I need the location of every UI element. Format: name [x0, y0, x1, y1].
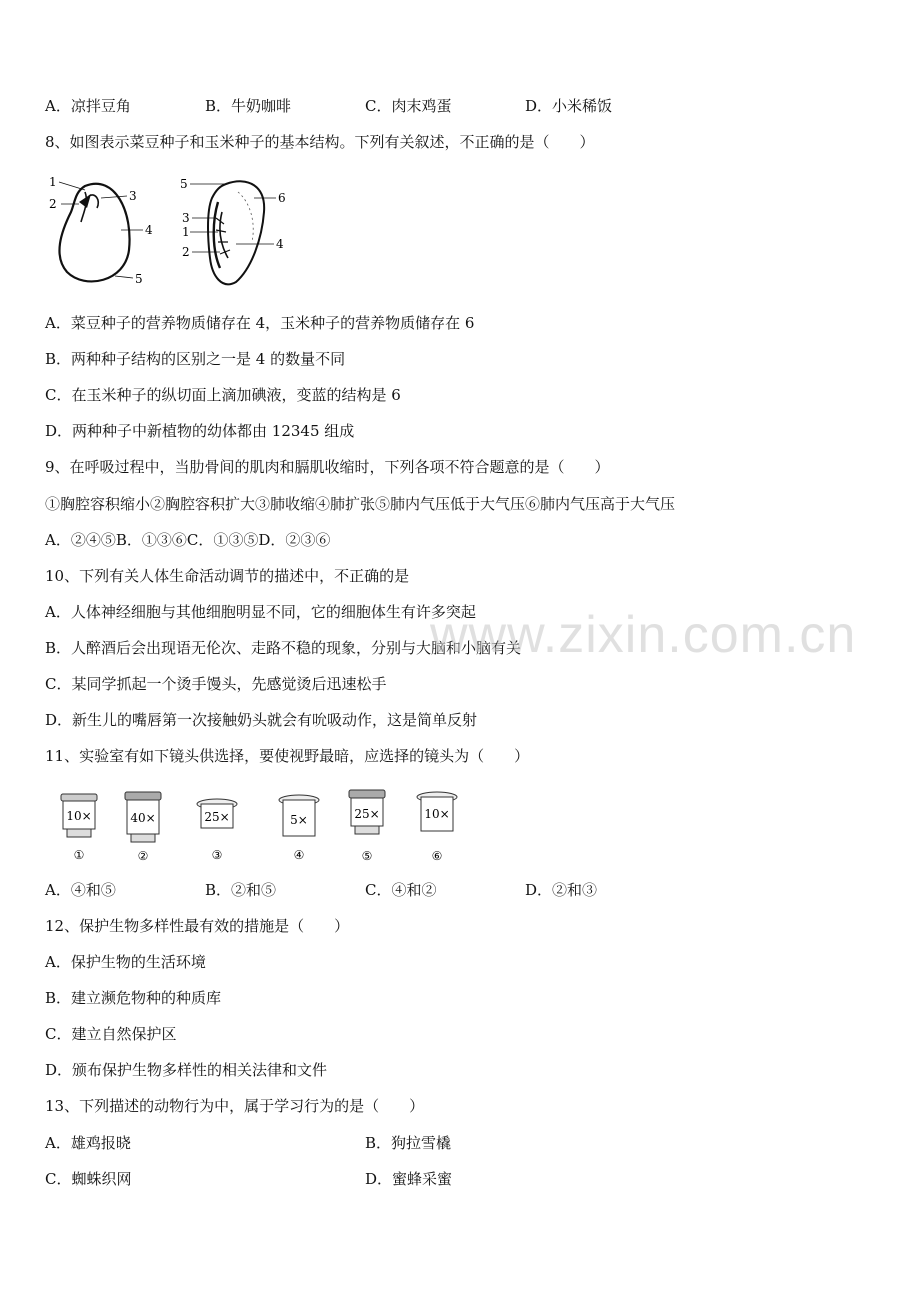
q9-items: ①胸腔容积缩小②胸腔容积扩大③肺收缩④肺扩张⑤肺内气压低于大气压⑥肺内气压高于大气压	[45, 495, 676, 513]
q10-option-d: D．新生儿的嘴唇第一次接触奶头就会有吮吸动作，这是简单反射	[45, 711, 478, 729]
lens-4-icon	[277, 792, 321, 862]
lens-2-icon	[121, 790, 165, 862]
watermark: www.zixin.com.cn	[430, 606, 857, 664]
lens-6-num: ⑥	[431, 849, 443, 862]
q12-option-a: A．保护生物的生活环境	[45, 953, 206, 971]
bean-label-3: 3	[129, 189, 137, 203]
corn-label-4: 4	[276, 237, 284, 251]
lens-4-mag: 5×	[290, 813, 308, 827]
lens-1-mag: 10×	[66, 809, 92, 823]
q9-stem: 9、在呼吸过程中，当肋骨间的肌肉和膈肌收缩时，下列各项不符合题意的是（ ）	[45, 458, 610, 476]
corn-label-1: 1	[182, 225, 190, 239]
q13-option-b: B．狗拉雪橇	[365, 1134, 452, 1152]
corn-seed-figure	[178, 172, 296, 294]
q10-option-c: C．某同学抓起一个烫手馒头，先感觉烫后迅速松手	[45, 675, 387, 693]
q11-option-a: A．④和⑤	[45, 881, 116, 899]
lens-3-mag: 25×	[204, 810, 230, 824]
q13-stem: 13、下列描述的动物行为中，属于学习行为的是（ ）	[45, 1097, 425, 1115]
corn-label-6: 6	[278, 191, 286, 205]
lens-2-num: ②	[137, 849, 149, 862]
lens-2-mag: 40×	[130, 811, 156, 825]
lens-5-num: ⑤	[361, 849, 373, 862]
q12-option-c: C．建立自然保护区	[45, 1025, 177, 1043]
bean-label-4: 4	[145, 223, 153, 237]
bean-label-2: 2	[49, 197, 57, 211]
q8-option-d: D．两种种子中新植物的幼体都由 12345 组成	[45, 422, 355, 440]
q8-option-c: C．在玉米种子的纵切面上滴加碘液，变蓝的结构是 6	[45, 386, 401, 404]
lens-5-icon	[345, 788, 389, 862]
q8-stem: 8、如图表示菜豆种子和玉米种子的基本结构。下列有关叙述，不正确的是（ ）	[45, 133, 595, 151]
q8-option-b: B．两种种子结构的区别之一是 4 的数量不同	[45, 350, 346, 368]
q12-option-d: D．颁布保护生物多样性的相关法律和文件	[45, 1061, 328, 1079]
corn-label-3: 3	[182, 211, 190, 225]
bean-seed-figure	[45, 172, 155, 294]
q10-stem: 10、下列有关人体生命活动调节的描述中，不正确的是	[45, 567, 410, 585]
q10-option-a: A．人体神经细胞与其他细胞明显不同，它的细胞体生有许多突起	[45, 603, 476, 621]
q11-option-b: B．②和⑤	[205, 881, 277, 899]
q11-option-d: D．②和③	[525, 881, 598, 899]
q11-option-c: C．④和②	[365, 881, 437, 899]
q9-options: A．②④⑤B．①③⑥C．①③⑤D．②③⑥	[45, 531, 331, 549]
q11-stem: 11、实验室有如下镜头供选择，要使视野最暗，应选择的镜头为（ ）	[45, 747, 530, 765]
corn-label-5: 5	[180, 177, 188, 191]
lens-3-icon	[195, 796, 239, 862]
lens-6-icon	[415, 790, 459, 862]
q7-option-b: B．牛奶咖啡	[205, 97, 292, 115]
q13-option-a: A．雄鸡报晓	[45, 1134, 131, 1152]
bean-label-1: 1	[49, 175, 57, 189]
q12-option-b: B．建立濒危物种的种质库	[45, 989, 222, 1007]
lens-6-mag: 10×	[424, 807, 450, 821]
q12-stem: 12、保护生物多样性最有效的措施是（ ）	[45, 917, 350, 935]
lens-5-mag: 25×	[354, 807, 380, 821]
bean-label-5: 5	[135, 272, 143, 286]
q7-option-d: D．小米稀饭	[525, 97, 613, 115]
q7-option-c: C．肉末鸡蛋	[365, 97, 452, 115]
q7-option-a: A．凉拌豆角	[45, 97, 131, 115]
lens-3-num: ③	[211, 848, 223, 862]
q13-option-d: D．蜜蜂采蜜	[365, 1170, 453, 1188]
lens-figure	[45, 786, 475, 866]
lens-1-icon	[57, 792, 101, 862]
q13-option-c: C．蜘蛛织网	[45, 1170, 132, 1188]
q8-option-a: A．菜豆种子的营养物质储存在 4，玉米种子的营养物质储存在 6	[45, 314, 475, 332]
q10-option-b: B．人醉酒后会出现语无伦次、走路不稳的现象，分别与大脑和小脑有关	[45, 639, 522, 657]
lens-4-num: ④	[293, 848, 305, 862]
lens-1-num: ①	[73, 848, 85, 862]
corn-label-2: 2	[182, 245, 190, 259]
